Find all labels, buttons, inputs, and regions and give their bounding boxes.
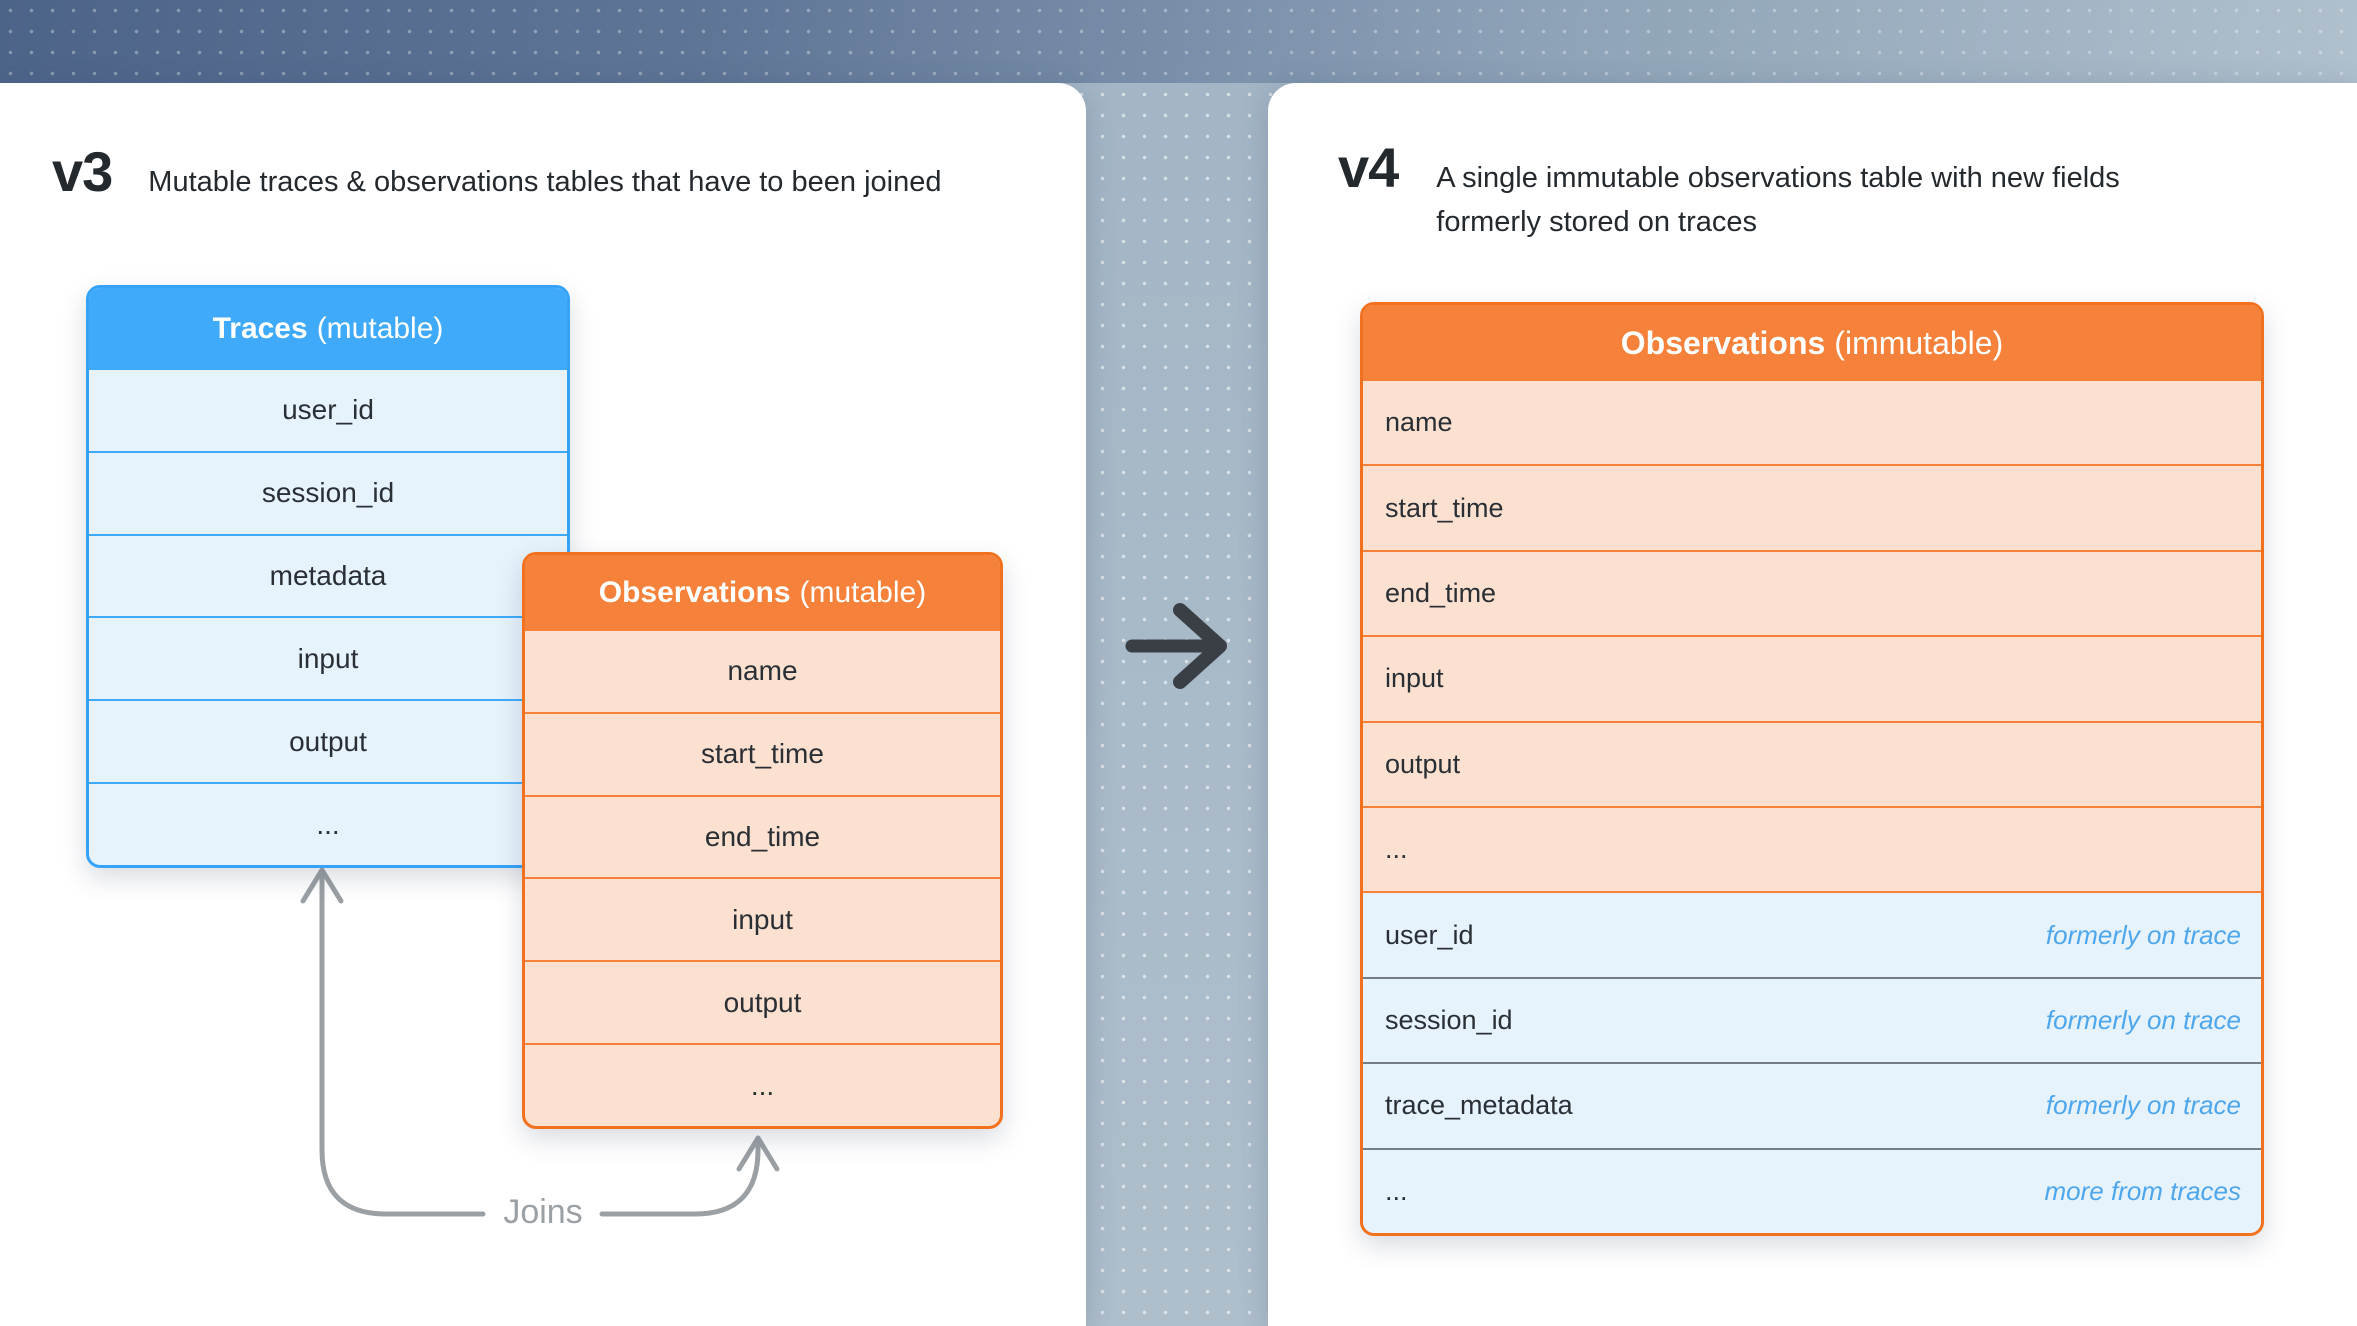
table-row: input: [525, 877, 1000, 960]
table-row: user_id: [282, 394, 374, 426]
row-label: trace_metadata: [1385, 1090, 1573, 1121]
joins-label: Joins: [503, 1192, 583, 1231]
observations-immutable-suffix: (immutable): [1834, 324, 2004, 361]
traces-table-suffix: (mutable): [316, 312, 444, 345]
table-row: [1363, 721, 2261, 806]
observations-mutable-table: [522, 552, 1003, 1129]
v4-title-row: [1338, 135, 2226, 244]
row-origin-note: formerly on trace: [2045, 919, 2241, 950]
table-row: start_time: [525, 712, 1000, 795]
table-row: session_id: [89, 451, 567, 534]
v4-version-label: v4: [1338, 136, 1399, 199]
table-row: [1363, 891, 2261, 976]
observations-mutable-title: Observations: [598, 576, 791, 609]
v3-panel: [0, 83, 1086, 1326]
table-row: metadata: [89, 534, 567, 617]
row-label: session_id: [1385, 1005, 1513, 1036]
table-row: output: [525, 960, 1000, 1043]
observations-mutable-suffix: (mutable): [799, 576, 927, 609]
observations-immutable-table: [1360, 302, 2264, 1236]
v3-title-row: [52, 139, 941, 204]
traces-table-rows: [89, 370, 567, 865]
observations-mutable-header: [525, 555, 1000, 631]
row-origin-note: more from traces: [2044, 1175, 2241, 1206]
row-label: input: [1385, 663, 1444, 694]
traces-table-header: [89, 288, 567, 370]
table-row: ...: [525, 1043, 1000, 1126]
v3-subtitle: Mutable traces & observations tables that have to been joined: [148, 166, 942, 198]
table-row: ...: [89, 782, 567, 865]
v4-subtitle: A single immutable observations table with new fields formerly stored on traces: [1436, 162, 2120, 238]
table-row: name: [727, 655, 798, 687]
traces-table: [86, 285, 570, 868]
row-origin-note: formerly on trace: [2045, 1090, 2241, 1121]
v3-version-label: v3: [52, 140, 113, 203]
observations-mutable-rows: [525, 631, 1000, 1126]
observations-immutable-title: Observations: [1620, 324, 1826, 361]
row-origin-note: formerly on trace: [2045, 1005, 2241, 1036]
table-row: [1363, 381, 2261, 464]
observations-immutable-rows: [1363, 381, 2261, 1233]
table-row: [1363, 806, 2261, 891]
table-row: [1363, 1148, 2261, 1233]
table-row: [1363, 1062, 2261, 1147]
row-label: start_time: [1385, 492, 1504, 523]
row-label: user_id: [1385, 919, 1474, 950]
table-row: [1363, 550, 2261, 635]
table-row: [1363, 977, 2261, 1062]
top-gradient-band: [0, 0, 2357, 83]
row-label: name: [1385, 407, 1453, 438]
table-row: input: [89, 616, 567, 699]
row-label: output: [1385, 748, 1461, 779]
v4-panel: [1268, 83, 2357, 1326]
row-label: ...: [1385, 834, 1408, 865]
row-label: end_time: [1385, 578, 1497, 609]
traces-table-title: Traces: [212, 312, 308, 345]
table-row: [1363, 464, 2261, 549]
table-row: end_time: [525, 795, 1000, 878]
right-arrow-icon: [1122, 598, 1242, 694]
table-row: [1363, 635, 2261, 720]
observations-immutable-header: [1363, 305, 2261, 381]
row-label: ...: [1385, 1175, 1408, 1206]
table-row: output: [89, 699, 567, 782]
